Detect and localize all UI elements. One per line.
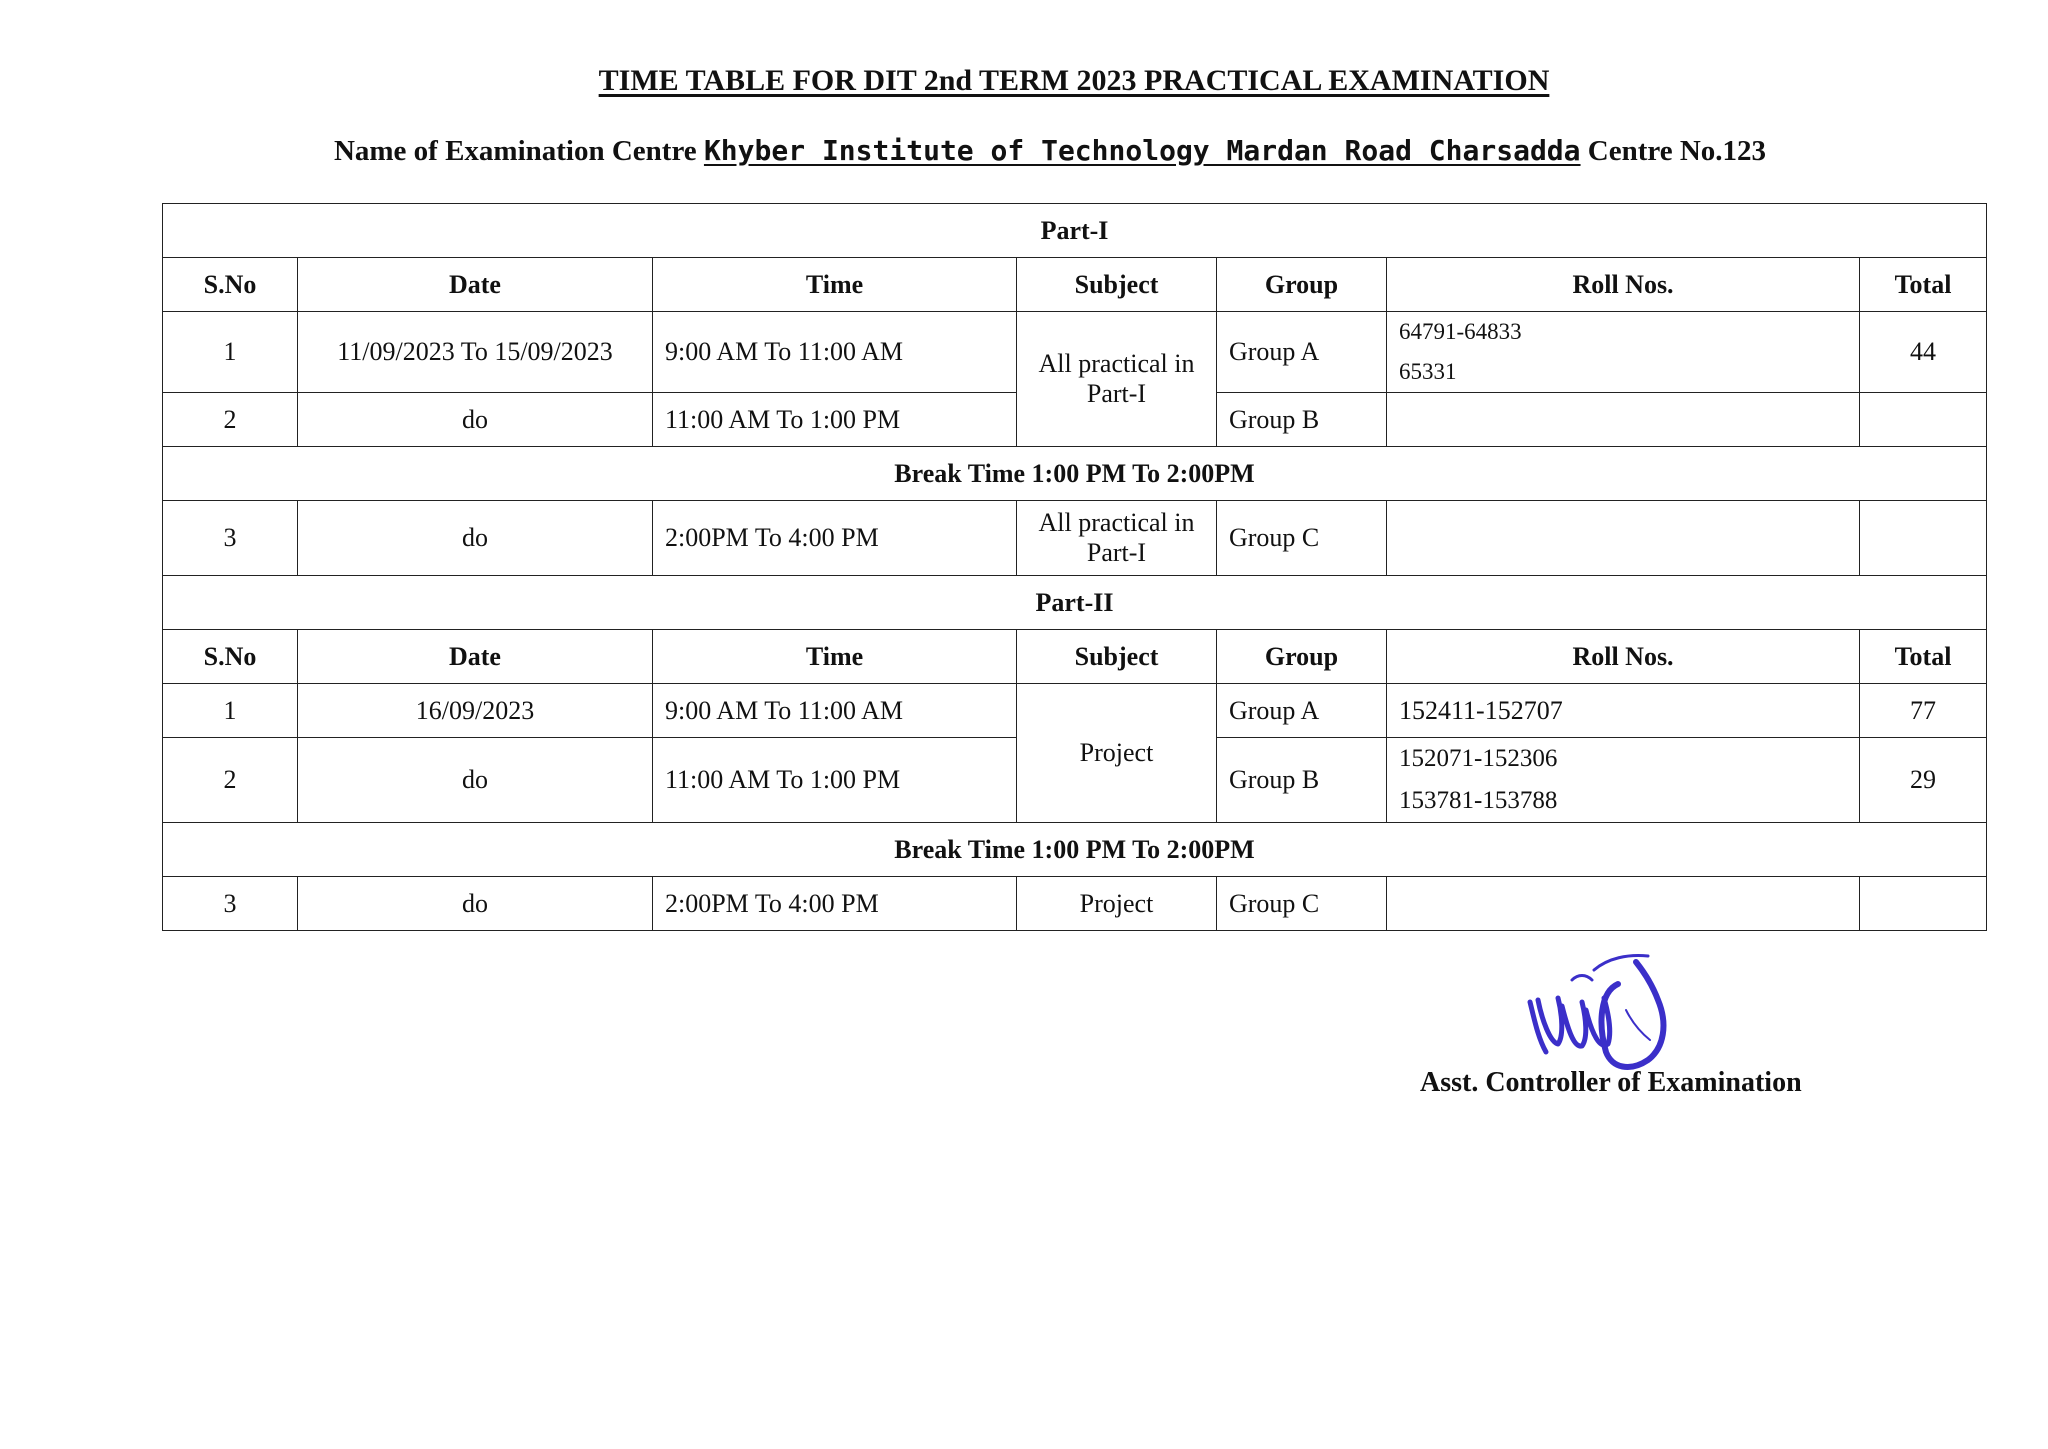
cell-roll	[1387, 501, 1860, 576]
header-group: Group	[1217, 258, 1387, 312]
signature-stroke	[1530, 998, 1610, 1052]
header-sno: S.No	[163, 630, 298, 684]
header-subject: Subject	[1017, 630, 1217, 684]
cell-date: do	[298, 877, 653, 931]
cell-sno: 1	[163, 684, 298, 738]
header-group: Group	[1217, 630, 1387, 684]
centre-name: Khyber Institute of Technology Mardan Road Charsadda	[703, 134, 1581, 167]
cell-total: 29	[1860, 738, 1987, 823]
part2-band	[163, 576, 1987, 630]
cell-date: 11/09/2023 To 15/09/2023	[298, 312, 653, 393]
roll-range: 153781-153788	[1399, 787, 1558, 814]
cell-group: Group B	[1217, 738, 1387, 823]
cell-sno: 3	[163, 877, 298, 931]
centre-prefix: Name of Examination Centre	[333, 135, 697, 167]
cell-group: Group C	[1217, 501, 1387, 576]
cell-time: 9:00 AM To 11:00 AM	[653, 312, 1017, 393]
table-row	[163, 684, 1987, 738]
cell-date: 16/09/2023	[298, 684, 653, 738]
signatory-title: Asst. Controller of Examination	[1420, 1067, 1802, 1098]
header-total: Total	[1860, 258, 1987, 312]
table-row	[163, 877, 1987, 931]
part1-band	[163, 204, 1987, 258]
cell-sno: 1	[163, 312, 298, 393]
part1-break-band	[163, 447, 1987, 501]
table-row	[163, 312, 1987, 393]
cell-total	[1860, 501, 1987, 576]
part2-header-row	[163, 630, 1987, 684]
cell-time: 2:00PM To 4:00 PM	[653, 877, 1017, 931]
cell-time: 11:00 AM To 1:00 PM	[653, 393, 1017, 447]
cell-sno: 3	[163, 501, 298, 576]
part2-label: Part-II	[163, 576, 1987, 630]
cell-time: 2:00PM To 4:00 PM	[653, 501, 1017, 576]
cell-subject: All practical in Part-I	[1017, 501, 1217, 576]
roll-range: 65331	[1399, 359, 1457, 384]
header-subject: Subject	[1017, 258, 1217, 312]
cell-roll	[1387, 684, 1860, 738]
part2-break-band	[163, 823, 1987, 877]
part1-header-row	[163, 258, 1987, 312]
table-row	[163, 501, 1987, 576]
cell-roll	[1387, 393, 1860, 447]
signature-stroke	[1602, 962, 1664, 1067]
signature-stroke	[1626, 1010, 1650, 1040]
cell-group: Group B	[1217, 393, 1387, 447]
handwritten-signature	[1508, 940, 1718, 1080]
page-title: TIME TABLE FOR DIT 2nd TERM 2023 PRACTICAL EXAMINATION	[598, 64, 1550, 97]
cell-total: 44	[1860, 312, 1987, 393]
header-roll: Roll Nos.	[1387, 258, 1860, 312]
cell-subject: Project	[1017, 684, 1217, 823]
cell-total	[1860, 877, 1987, 931]
break-label: Break Time 1:00 PM To 2:00PM	[163, 447, 1987, 501]
header-time: Time	[653, 258, 1017, 312]
part1-label: Part-I	[163, 204, 1987, 258]
cell-total: 77	[1860, 684, 1987, 738]
header-date: Date	[298, 630, 653, 684]
cell-subject: All practical in Part-I	[1017, 312, 1217, 447]
cell-group: Group A	[1217, 684, 1387, 738]
cell-date: do	[298, 738, 653, 823]
cell-subject: Project	[1017, 877, 1217, 931]
cell-group: Group C	[1217, 877, 1387, 931]
header-roll: Roll Nos.	[1387, 630, 1860, 684]
centre-number: Centre No.123	[1587, 135, 1767, 167]
cell-sno: 2	[163, 738, 298, 823]
break-label: Break Time 1:00 PM To 2:00PM	[163, 823, 1987, 877]
cell-date: do	[298, 501, 653, 576]
cell-time: 9:00 AM To 11:00 AM	[653, 684, 1017, 738]
cell-group: Group A	[1217, 312, 1387, 393]
roll-range: 64791-64833	[1399, 319, 1522, 344]
cell-total	[1860, 393, 1987, 447]
cell-roll	[1387, 877, 1860, 931]
cell-roll	[1387, 738, 1860, 823]
header-total: Total	[1860, 630, 1987, 684]
cell-date: do	[298, 393, 653, 447]
header-sno: S.No	[163, 258, 298, 312]
cell-sno: 2	[163, 393, 298, 447]
roll-range: 152071-152306	[1399, 745, 1558, 772]
centre-line	[0, 134, 2048, 168]
roll-range: 152411-152707	[1399, 695, 1563, 725]
cell-roll	[1387, 312, 1860, 393]
timetable	[162, 203, 1987, 931]
cell-time: 11:00 AM To 1:00 PM	[653, 738, 1017, 823]
header-time: Time	[653, 630, 1017, 684]
header-date: Date	[298, 258, 653, 312]
